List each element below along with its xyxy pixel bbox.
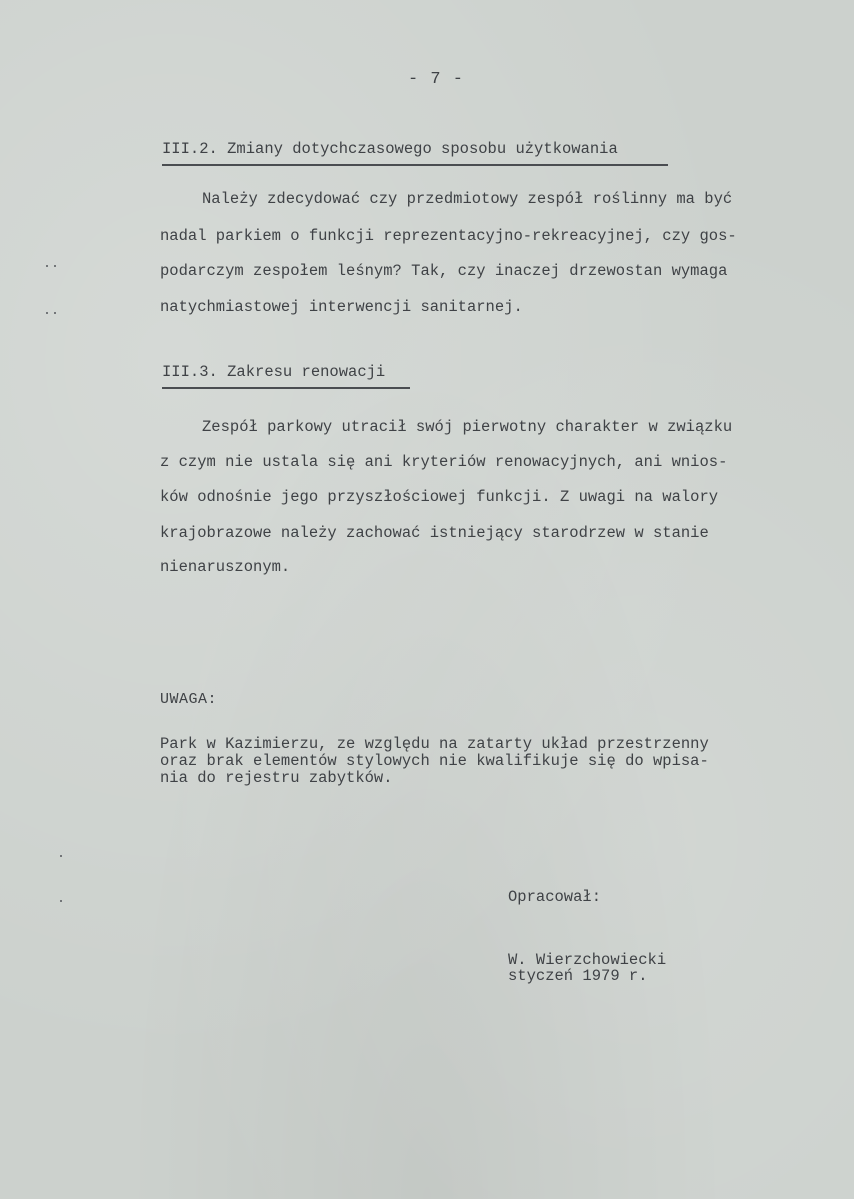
note-line: Park w Kazimierzu, ze względu na zatarty układ przestrzenny [160,735,709,753]
author-name: W. Wierzchowiecki [508,951,667,969]
paragraph-line: z czym nie ustala się ani kryteriów renowacyjnych, ani wnios- [160,453,728,471]
page-number: - 7 - [408,70,465,89]
section-heading-zmiany: III.2. Zmiany dotychczasowego sposobu użytkowania [162,140,668,166]
prepared-by-label: Opracował: [508,888,602,906]
section-heading-renowacji: III.3. Zakresu renowacji [162,363,410,389]
paragraph-line: Zespół parkowy utracił swój pierwotny charakter w związku [202,418,733,436]
margin-mark [60,900,62,902]
paragraph-line: natychmiastowej interwencji sanitarnej. [160,298,523,316]
margin-mark [54,312,56,314]
document-date: styczeń 1979 r. [508,967,648,985]
paragraph-line: podarczym zespołem leśnym? Tak, czy inaczej drzewostan wymaga [160,262,728,280]
note-label: UWAGA: [160,691,218,708]
margin-mark [54,265,56,267]
paragraph-line: nienaruszonym. [160,558,291,576]
margin-mark [60,855,62,857]
paragraph-line: nadal parkiem o funkcji reprezentacyjno-rekreacyjnej, czy gos- [160,227,737,245]
paragraph-line: Należy zdecydować czy przedmiotowy zespół roślinny ma być [202,190,733,208]
paragraph-line: krajobrazowe należy zachować istniejący starodrzew w stanie [160,524,709,542]
note-line: nia do rejestru zabytków. [160,769,393,787]
margin-mark [46,312,48,314]
margin-mark [46,265,48,267]
note-line: oraz brak elementów stylowych nie kwalifikuje się do wpisa- [160,752,709,770]
paragraph-line: ków odnośnie jego przyszłościowej funkcji. Z uwagi na walory [160,488,719,506]
